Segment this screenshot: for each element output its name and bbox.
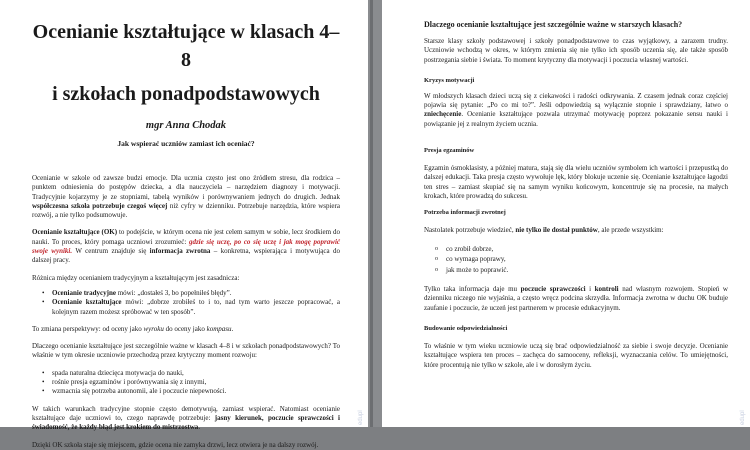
list-item: • wzmacnia się potrzeba autonomii, ale i poczucie niepewności. <box>52 387 340 396</box>
paragraph-responsibility: To właśnie w tym wieku uczniowie uczą się brać odpowiedzialność za siebie i swoje decyzje. Ocenianie kształtujące wspiera ten proces – zachęca do samooceny, refleksji, wyznaczania celów. To umiejętności, które procentują nie tylko w szkole, ale i w dorosłym życiu. <box>424 341 728 369</box>
paragraph-feedback: Nastolatek potrzebuje wiedzieć, nie tylko ile dostał punktów, ale przede wszystkim: <box>424 226 664 235</box>
paragraph-exams: Egzamin ósmoklasisty, a później matura, stają się dla wielu uczniów symbolem ich wartości i przepustką do dalszej edukacji. Taka presja często wywołuje lęk, który blokuje uczenie się. Ocenianie kształtujące łagodzi ten stres – zamiast skupiać się na samym wyniku końcowym, koncentruje się na procesie, na małych krokach, które prowadzą do sukcesu. <box>424 164 728 200</box>
watermark-right: edupl <box>740 410 746 425</box>
section-heading-motivation: Kryzys motywacji <box>424 76 475 84</box>
list-item: o jak może to poprawić. <box>446 265 728 276</box>
paragraph-motivation: W młodszych klasach dzieci uczą się z ciekawości i radości odkrywania. Z czasem jednak coraz częściej pojawia się pytanie: „Po co mi to?”. Jeśli odpowiedzią są wyłącznie stopnie i sprawdziany, łatwo o zniechęcenie. Ocenianie kształtujące pozwala utrzymać motywację poprzez pokazanie sensu nauki i powiązanie jej z realnym życiem ucznia. <box>424 91 728 128</box>
comparison-list <box>32 289 340 317</box>
section-heading-feedback: Potrzeba informacji zwrotnej <box>424 209 506 217</box>
document-title <box>32 18 340 108</box>
list-item: • rośnie presja egzaminów i porównywania się z innymi, <box>52 378 340 387</box>
author-name: mgr Anna Chodak <box>145 120 227 131</box>
paragraph-difference: Różnica między ocenianiem tradycyjnym a kształtującym jest zasadnicza: <box>32 273 240 282</box>
page-gutter <box>368 0 382 427</box>
watermark-left: edupl <box>358 410 364 425</box>
section-heading-exams: Presja egzaminów <box>424 147 475 155</box>
paragraph-intro: Ocenianie w szkole od zawsze budzi emocje. Dla ucznia często jest ono źródłem stresu, dla rodzica – punktem odniesienia do postępów dziecka, a dla nauczyciela – narzędziem diagnozy i motywacji. Tradycyjnie kojarzymy je ze stopniami, tabelą wyników i porównywaniem jednych do drugich. Jednak współczesna szkoła potrzebuje czegoś więcej niż cyfry w dzienniku. Potrzebuje narzędzia, które wspiera rozwój, a nie tylko podsumowuje. <box>32 174 340 220</box>
development-list <box>32 369 340 397</box>
document-subtitle: Jak wspierać uczniów zamiast ich oceniać? <box>117 139 255 148</box>
section-heading-responsibility: Budowanie odpowiedzialności <box>424 324 508 332</box>
paragraph-why-important: Dlaczego ocenianie kształtujące jest szczególnie ważne w klasach 4–8 i w szkołach ponadpodstawowych? To właśnie w tym okresie uczniowie przechodzą przez krytyczny moment rozwoju: <box>32 342 340 360</box>
list-item: • spada naturalna dziecięca motywacja do nauki, <box>52 369 340 378</box>
title-line-1: Ocenianie kształtujące w klasach 4–8 <box>32 21 340 71</box>
document-page-right <box>382 0 750 427</box>
list-item: o co wymaga poprawy, <box>446 254 728 265</box>
paragraph-agency: Tylko taka informacja daje mu poczucie sprawczości i kontroli nad własnym rozwojem. Stopień w dzienniku niczego nie wyjaśnia, a często wręcz podcina skrzydła. Informacja zwrotna w duchu OK buduje zaufanie i poczucie, że uczeń jest partnerem w procesie edukacyjnym. <box>424 285 728 312</box>
document-page-left <box>0 0 368 449</box>
feedback-list <box>424 244 728 276</box>
paragraph-closing: Dzięki OK szkoła staje się miejscem, gdzie ocena nie zamyka drzwi, lecz otwiera je na dalszy rozwój. <box>32 440 319 449</box>
paragraph-conditions: W takich warunkach tradycyjne stopnie często demotywują, zamiast wspierać. Natomiast ocenianie kształtujące daje uczniowi to, czego naprawdę potrzebuje: jasny kierunek, poczucie sprawczości i świadomość, że każdy błąd jest krokiem do mistrzostwa. <box>32 404 340 432</box>
paragraph-older-classes: Starsze klasy szkoły podstawowej i szkoły ponadpodstawowe to czas wyjątkowy, a zarazem trudny. Uczniowie wchodzą w okres, w którym zmienia się nie tylko ich sposób uczenia się, ale także sposób postrzegania siebie i świata. To moment krytyczny dla motywacji i poczucia własnej wartości. <box>424 37 728 64</box>
list-item: o co zrobił dobrze, <box>446 244 728 255</box>
paragraph-ok-definition: Ocenianie kształtujące (OK) to podejście, w którym ocena nie jest celem samym w sobie, lecz środkiem do nauki. To proces, który pomaga uczniowi zrozumieć: gdzie się uczę, po co się uczę i jak mogę poprawić swoje wyniki. W centrum znajduje się informacja zwrotna – konkretna, wspierająca i motywująca do dalszej pracy. <box>32 228 341 265</box>
title-line-2: i szkołach ponadpodstawowych <box>52 83 320 105</box>
section-heading-why: Dlaczego ocenianie kształtujące jest szczególnie ważne w starszych klasach? <box>424 20 683 29</box>
list-item: • Ocenianie kształtujące mówi: „dobrze zrobiłeś to i to, nad tym warto jeszcze popracować, a kolejnym razem możesz spróbować w ten sposób”. <box>52 298 340 317</box>
paragraph-perspective: To zmiana perspektywy: od oceny jako wyroku do oceny jako kompasu. <box>32 324 234 333</box>
list-item: • Ocenianie tradycyjne mówi: „dostałeś 3, bo popełniłeś błędy”. <box>52 289 340 298</box>
